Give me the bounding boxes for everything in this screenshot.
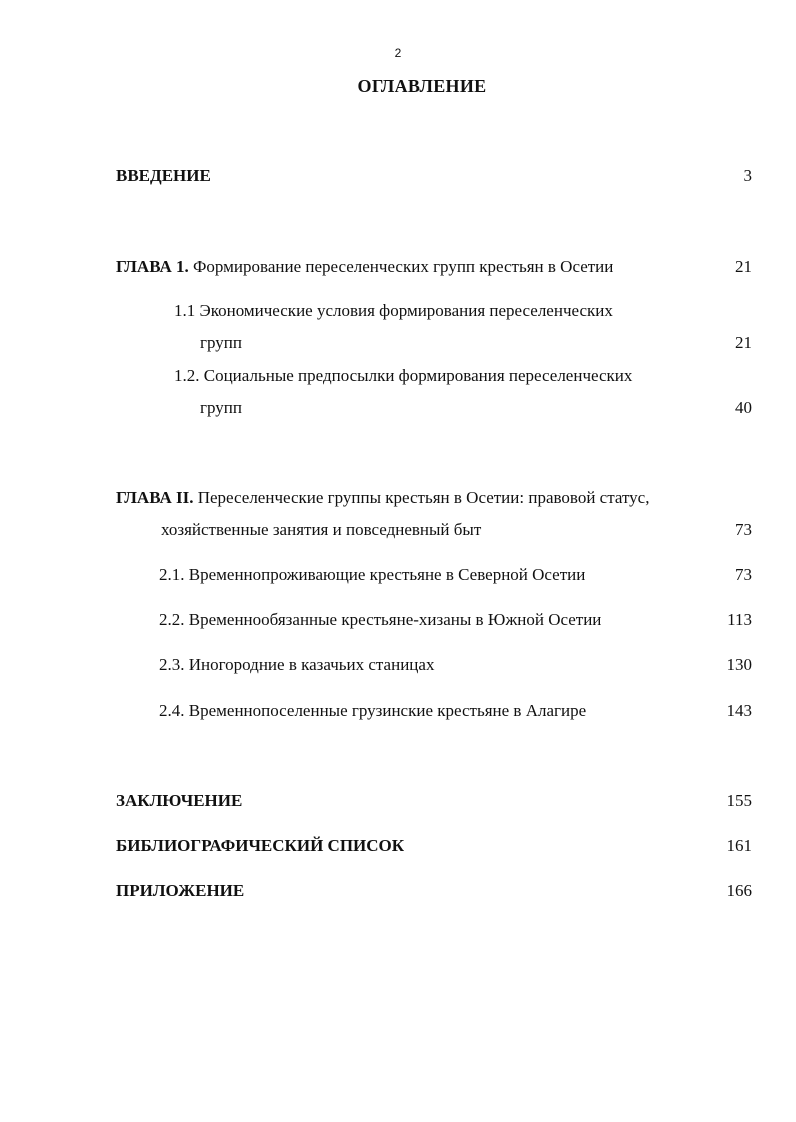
toc-section-1-2-line2[interactable]: групп bbox=[200, 398, 242, 417]
toc-section-1-1-line1[interactable]: 1.1 Экономические условия формирования переселенческих bbox=[174, 301, 613, 320]
toc-section-2-3[interactable]: 2.3. Иногородние в казачьих станицах bbox=[159, 655, 435, 674]
toc-appendix-label[interactable]: ПРИЛОЖЕНИЕ bbox=[116, 881, 245, 900]
toc-appendix-page: 166 bbox=[726, 881, 752, 900]
toc-section-1-1-page: 21 bbox=[735, 333, 752, 352]
toc-section-2-2-page: 113 bbox=[727, 610, 752, 629]
toc-chapter2-line1[interactable] bbox=[116, 488, 649, 508]
toc-section-2-3-page: 130 bbox=[726, 655, 752, 674]
toc-section-2-1-page: 73 bbox=[735, 565, 752, 584]
toc-chapter1[interactable] bbox=[116, 257, 613, 277]
page-number: 2 bbox=[394, 46, 402, 60]
toc-section-2-4-page: 143 bbox=[726, 701, 752, 720]
toc-chapter2-page: 73 bbox=[735, 520, 752, 539]
chapter2-title-line1: Переселенческие группы крестьян в Осетии: правовой статус, bbox=[193, 488, 650, 507]
toc-intro-page: 3 bbox=[743, 166, 752, 185]
toc-section-1-2-line1[interactable]: 1.2. Социальные предпосылки формирования переселенческих bbox=[174, 366, 633, 385]
chapter1-title: Формирование переселенческих групп крестьян в Осетии bbox=[188, 257, 614, 276]
chapter1-prefix: ГЛАВА 1. bbox=[116, 257, 189, 276]
toc-section-2-1[interactable]: 2.1. Временнопроживающие крестьяне в Северной Осетии bbox=[159, 565, 586, 584]
toc-conclusion-page: 155 bbox=[726, 791, 752, 810]
toc-intro-label[interactable]: ВВЕДЕНИЕ bbox=[116, 166, 211, 185]
toc-section-1-2-page: 40 bbox=[735, 398, 752, 417]
page-title: ОГЛАВЛЕНИЕ bbox=[357, 76, 487, 96]
toc-chapter1-page: 21 bbox=[735, 257, 752, 276]
toc-bibliography-page: 161 bbox=[726, 836, 752, 855]
toc-section-1-1-line2[interactable]: групп bbox=[200, 333, 242, 352]
toc-bibliography-label[interactable]: БИБЛИОГРАФИЧЕСКИЙ СПИСОК bbox=[116, 836, 405, 855]
toc-conclusion-label[interactable]: ЗАКЛЮЧЕНИЕ bbox=[116, 791, 243, 810]
toc-chapter2-line2[interactable]: хозяйственные занятия и повседневный быт bbox=[161, 520, 482, 539]
chapter2-prefix: ГЛАВА II. bbox=[116, 488, 194, 507]
toc-section-2-4[interactable]: 2.4. Временнопоселенные грузинские крестьяне в Алагире bbox=[159, 701, 587, 720]
toc-section-2-2[interactable]: 2.2. Временнообязанные крестьяне-хизаны в Южной Осетии bbox=[159, 610, 602, 629]
